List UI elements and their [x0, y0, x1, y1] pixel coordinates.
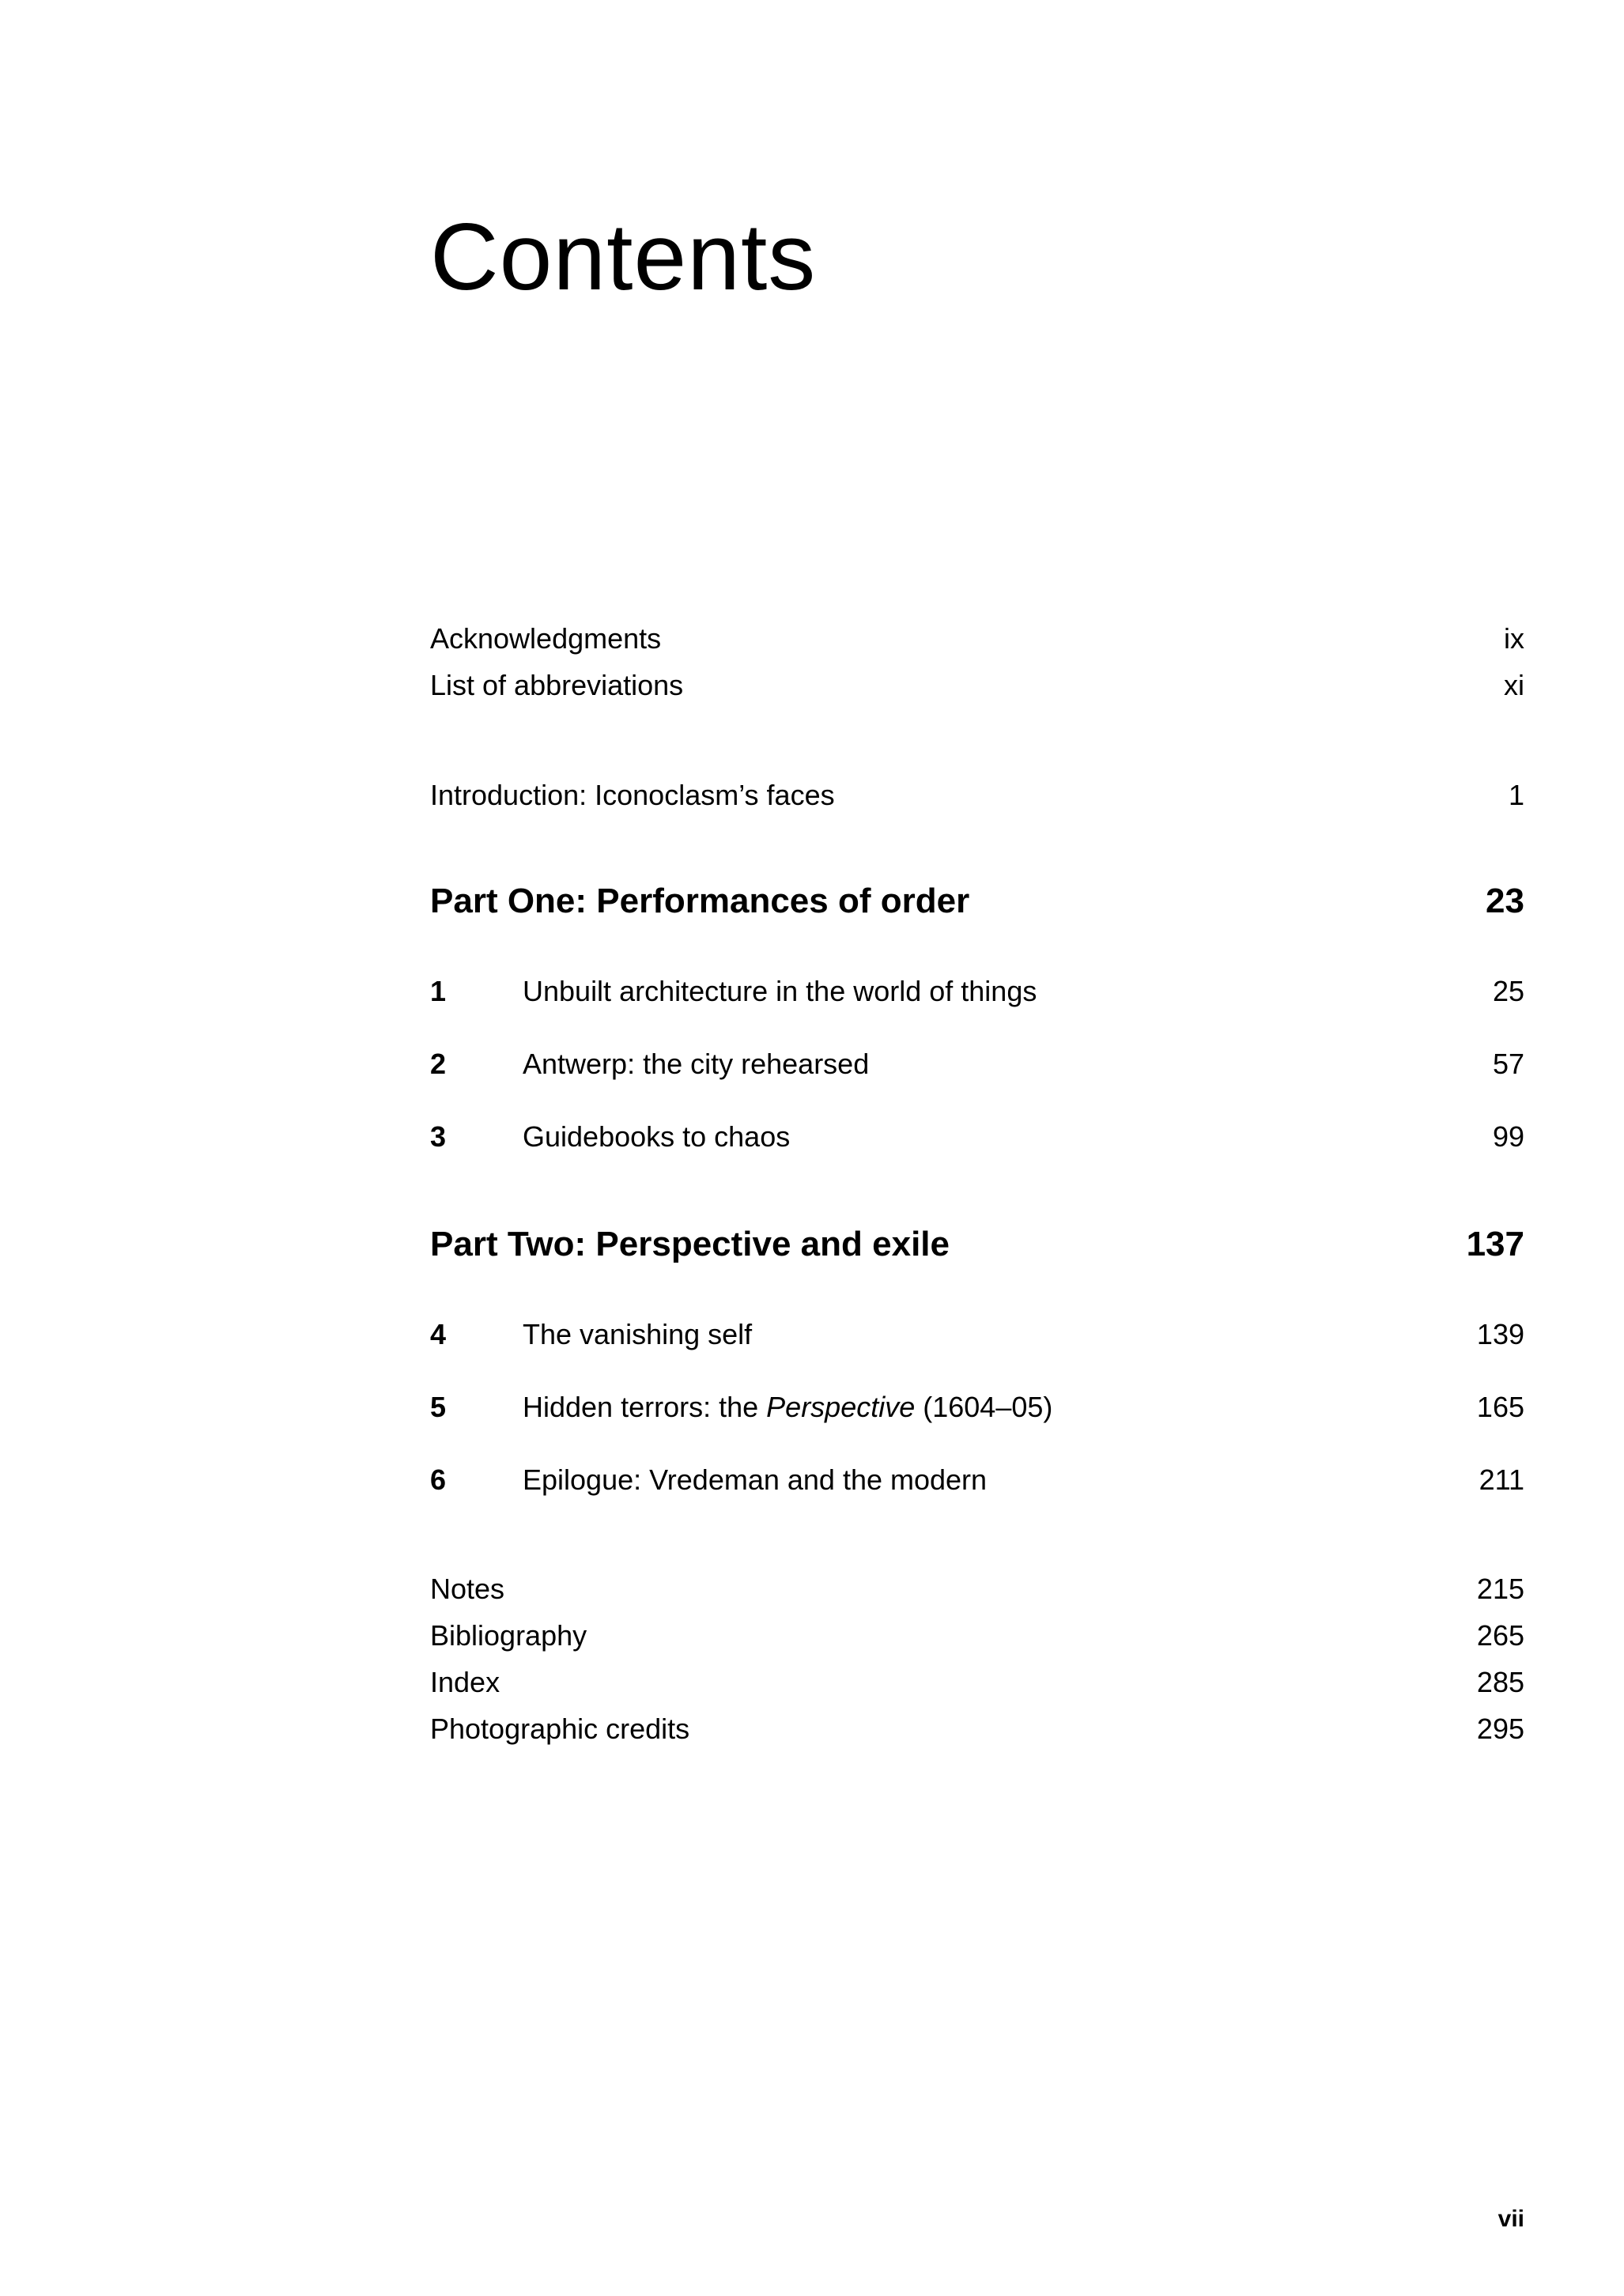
toc-entry-label: Acknowledgments	[430, 622, 662, 655]
toc-chapter-5[interactable]	[430, 1393, 1524, 1422]
chapter-page: 25	[1492, 975, 1524, 1007]
chapter-title: Guidebooks to chaos	[523, 1120, 791, 1153]
toc-entry-introduction[interactable]	[430, 781, 1524, 810]
chapter-number: 2	[430, 1048, 447, 1080]
toc-chapter-2[interactable]	[430, 1050, 1524, 1078]
toc-entry-page: xi	[1504, 669, 1524, 701]
chapter-title-post: (1604–05)	[915, 1391, 1053, 1423]
toc-entry-page: 295	[1476, 1713, 1524, 1745]
chapter-number: 6	[430, 1463, 447, 1496]
toc-chapter-4[interactable]	[430, 1320, 1524, 1349]
toc-entry-label: Notes	[430, 1573, 505, 1605]
toc-chapter-3[interactable]	[430, 1120, 1524, 1153]
chapter-title-italic: Perspective	[766, 1391, 916, 1423]
chapter-title: Epilogue: Vredeman and the modern	[523, 1463, 988, 1496]
toc-entry-page: 1	[1508, 779, 1524, 811]
chapter-number: 5	[430, 1391, 447, 1423]
chapter-title	[523, 1393, 1477, 1422]
chapter-title-pre: Hidden terrors: the	[523, 1391, 767, 1423]
toc-entry-label: Index	[430, 1666, 500, 1698]
toc-entry-page: ix	[1504, 622, 1524, 655]
chapter-number: 1	[430, 975, 447, 1007]
page-title: Contents	[430, 204, 817, 310]
toc-entry-bibliography[interactable]	[430, 1619, 1524, 1652]
toc-part-two[interactable]	[430, 1227, 1524, 1262]
toc-entry-acknowledgments[interactable]	[430, 622, 1524, 655]
toc-entry-label: Bibliography	[430, 1619, 587, 1652]
page-number: vii	[1497, 2206, 1524, 2232]
toc-part-page: 137	[1466, 1225, 1524, 1263]
chapter-number: 3	[430, 1120, 447, 1153]
chapter-page: 211	[1479, 1463, 1524, 1496]
chapter-page: 57	[1492, 1048, 1524, 1080]
toc-chapter-6[interactable]	[430, 1463, 1524, 1496]
toc-entry-abbreviations[interactable]	[430, 671, 1524, 700]
toc-entry-page: 285	[1476, 1666, 1524, 1698]
toc-entry-page: 265	[1476, 1619, 1524, 1652]
toc-entry-label: Introduction: Iconoclasm’s faces	[430, 779, 835, 811]
chapter-title: Antwerp: the city rehearsed	[523, 1048, 870, 1080]
toc-part-label: Part Two: Perspective and exile	[430, 1225, 950, 1263]
toc-entry-notes[interactable]	[430, 1575, 1524, 1603]
toc-part-label: Part One: Performances of order	[430, 882, 970, 920]
toc-entry-label: List of abbreviations	[430, 669, 684, 701]
toc-entry-index[interactable]	[430, 1668, 1524, 1697]
toc-entry-photographic-credits[interactable]	[430, 1715, 1524, 1743]
toc-chapter-1[interactable]	[430, 977, 1524, 1006]
chapter-number: 4	[430, 1318, 447, 1350]
toc-part-page: 23	[1486, 882, 1524, 920]
chapter-title: Unbuilt architecture in the world of things	[523, 975, 1037, 1007]
chapter-title: The vanishing self	[523, 1318, 753, 1350]
toc-entry-label: Photographic credits	[430, 1713, 690, 1745]
toc-entry-page: 215	[1476, 1573, 1524, 1605]
chapter-page: 165	[1476, 1391, 1524, 1423]
toc-part-one[interactable]	[430, 884, 1524, 919]
chapter-page: 139	[1476, 1318, 1524, 1350]
chapter-page: 99	[1492, 1120, 1524, 1153]
